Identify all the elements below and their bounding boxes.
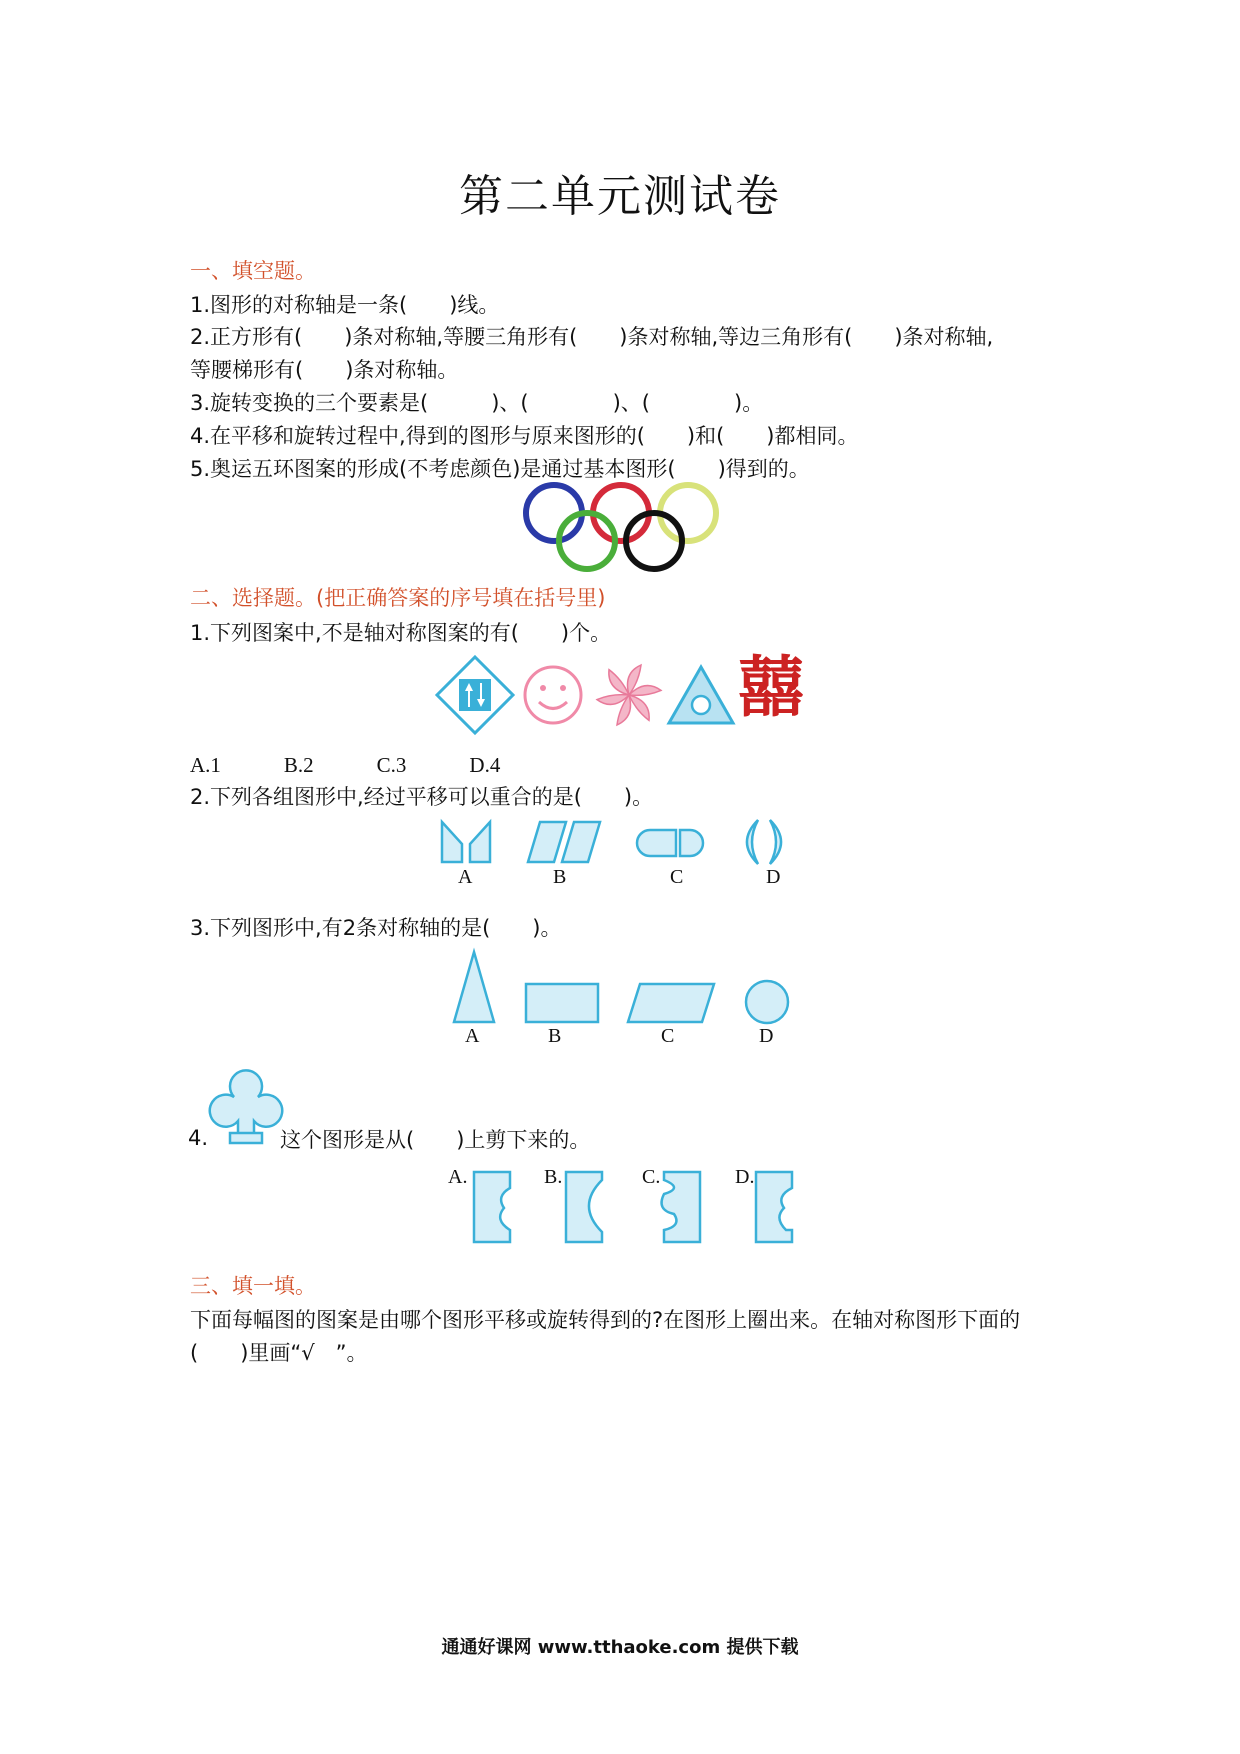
s1-question-5: 5.奥运五环图案的形成(不考虑颜色)是通过基本图形( )得到的。	[190, 457, 810, 481]
section-1-heading: 一、填空题。	[190, 259, 316, 283]
s2-q4-label-d: D.	[735, 1166, 755, 1188]
option-a-shape	[442, 822, 490, 862]
section-3-heading: 三、填一填。	[190, 1274, 316, 1298]
s2-q1-options: A.1 B.2 C.3 D.4	[190, 753, 501, 777]
diamond-arrows-icon	[437, 657, 513, 733]
circle-shape	[746, 981, 788, 1023]
option-a-cutout	[474, 1172, 510, 1242]
option-c-cutout	[662, 1172, 700, 1242]
s2-q2-label-c: C	[670, 866, 684, 888]
s2-q3-label-b: B	[548, 1025, 562, 1047]
s2-q4-number: 4.	[188, 1126, 209, 1150]
rectangle-shape	[526, 984, 598, 1022]
s1-question-3: 3.旋转变换的三个要素是( )、( )、( )。	[190, 391, 764, 415]
double-happiness-icon: 囍	[738, 649, 804, 726]
s2-q2-label-a: A	[458, 866, 473, 888]
s2-question-3: 3.下列图形中,有2条对称轴的是( )。	[190, 916, 562, 940]
s2-question-2: 2.下列各组图形中,经过平移可以重合的是( )。	[190, 785, 654, 809]
s2-q3-label-d: D	[759, 1025, 774, 1047]
s1-question-2-cont: 等腰梯形有( )条对称轴。	[190, 358, 459, 382]
s1-question-2: 2.正方形有( )条对称轴,等腰三角形有( )条对称轴,等边三角形有( )条对称轴,	[190, 325, 994, 349]
s3-instruction-line-1: 下面每幅图的图案是由哪个图形平移或旋转得到的?在图形上圈出来。在轴对称图形下面的	[190, 1308, 1021, 1332]
s2-question-4: 这个图形是从( )上剪下来的。	[280, 1128, 591, 1152]
ring-red	[593, 485, 649, 541]
option-d-cutout	[756, 1172, 792, 1242]
pinwheel-icon	[597, 665, 661, 725]
olympic-rings-figure	[520, 480, 720, 580]
s1-question-1: 1.图形的对称轴是一条( )线。	[190, 293, 500, 317]
option-c-shape	[637, 830, 703, 856]
triangle-circle-icon	[669, 667, 733, 723]
parallelogram-shape	[628, 984, 714, 1022]
s2-q2-label-d: D	[766, 866, 781, 888]
option-b-shape	[528, 822, 600, 862]
footer-text: 通通好课网 www.tthaoke.com 提供下载	[441, 1637, 799, 1658]
s2-q4-label-c: C.	[642, 1166, 661, 1188]
page-title: 第二单元测试卷	[459, 171, 781, 222]
s2-q4-label-b: B.	[544, 1166, 563, 1188]
s2-q3-figures	[450, 950, 800, 1030]
club-shape-icon	[208, 1075, 284, 1145]
ring-black	[626, 513, 682, 569]
s3-instruction-line-2: ( )里画“√ ”。	[190, 1341, 368, 1365]
ring-green	[559, 513, 615, 569]
section-2-heading: 二、选择题。(把正确答案的序号填在括号里)	[190, 586, 606, 610]
option-d-shape	[747, 820, 781, 864]
ring-blue	[526, 485, 582, 541]
s2-q2-figures	[440, 818, 810, 868]
s2-q4-label-a: A.	[448, 1166, 468, 1188]
option-b-cutout	[566, 1172, 602, 1242]
s2-q3-label-c: C	[661, 1025, 675, 1047]
s2-q3-label-a: A	[465, 1025, 480, 1047]
ring-yellow	[660, 485, 716, 541]
s1-question-4: 4.在平移和旋转过程中,得到的图形与原来图形的( )和( )都相同。	[190, 424, 859, 448]
s2-question-1: 1.下列图案中,不是轴对称图案的有( )个。	[190, 621, 612, 645]
s2-q2-label-b: B	[553, 866, 567, 888]
isosceles-triangle-shape	[454, 952, 494, 1022]
smiley-face-icon	[525, 667, 581, 723]
